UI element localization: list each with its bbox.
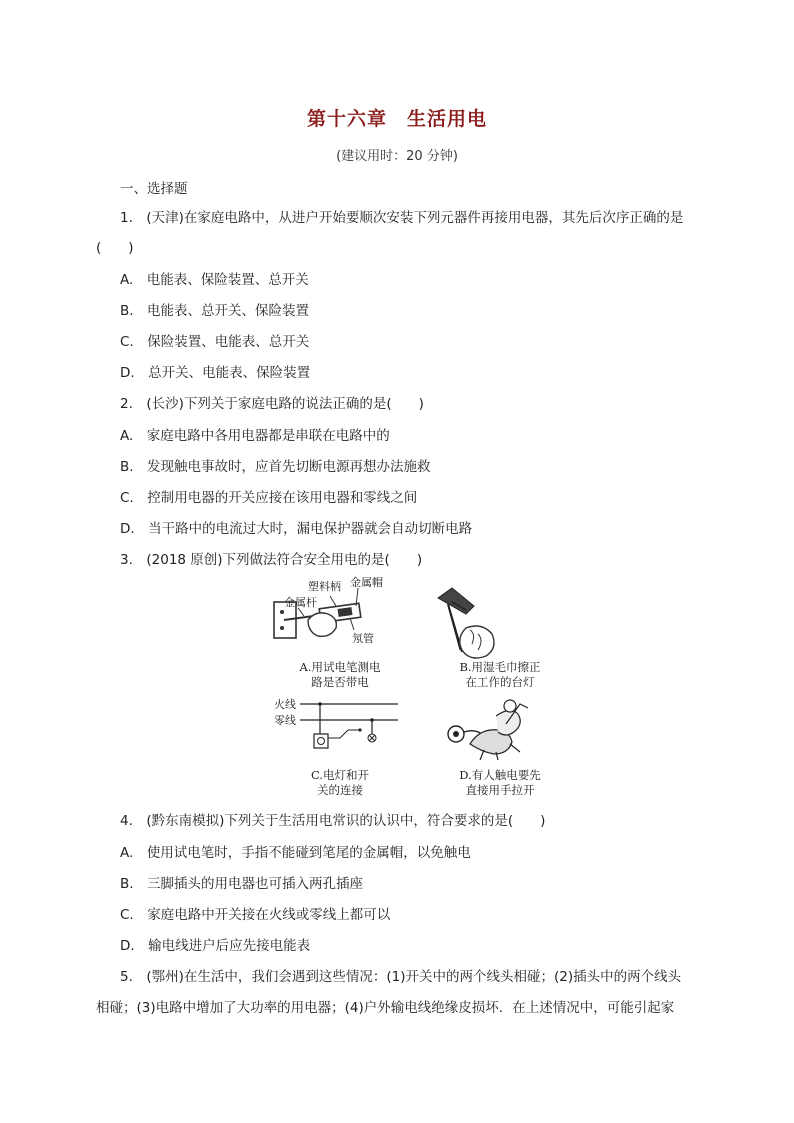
electric-shock-illustration: [448, 700, 528, 760]
caption-b-line2: 在工作的台灯: [465, 675, 535, 689]
q1-option-c: C. 保险装置、电能表、总开关: [120, 334, 310, 350]
desk-lamp-illustration: [438, 588, 494, 658]
q2-option-c: C. 控制用电器的开关应接在该用电器和零线之间: [120, 490, 418, 506]
q2-option-d: D. 当干路中的电流过大时，漏电保护器就会自动切断电路: [120, 521, 473, 537]
q1-stem: 1. (天津)在家庭电路中，从进户开始要顺次安装下列元器件再接用电器，其先后次序正确的是: [120, 210, 684, 226]
suggested-time: (建议用时：20 分钟): [336, 149, 458, 164]
q4-stem: 4. (黔东南模拟)下列关于生活用电常识的认识中，符合要求的是( ): [120, 813, 546, 829]
caption-d-line2: 直接用手拉开: [465, 783, 535, 797]
caption-a: [280, 660, 400, 690]
caption-a-line1: A.用试电笔测电: [299, 660, 381, 674]
section-heading: 一、选择题: [120, 181, 188, 197]
plastic-handle-label: 塑料柄: [308, 580, 341, 593]
caption-d-line1: D.有人触电要先: [459, 768, 541, 782]
metal-cap-label: 金属帽: [350, 576, 383, 589]
test-pen-illustration: [274, 575, 383, 645]
metal-rod-label: 金属杆: [284, 596, 317, 609]
caption-d: [440, 768, 560, 798]
live-wire-label: 火线: [274, 698, 296, 711]
chapter-title: 第十六章 生活用电: [306, 108, 487, 130]
q5-stem-line1: 5. (鄂州)在生活中，我们会遇到这些情况：(1)开关中的两个线头相碰；(2)插头中的两个线头: [120, 969, 682, 985]
q5-stem-line2: 相碰；(3)电路中增加了大功率的用电器；(4)户外输电线绝缘皮损坏．在上述情况中，可能引起家: [96, 1000, 675, 1016]
neon-tube-label: 氖管: [352, 632, 374, 645]
caption-c-line1: C.电灯和开: [310, 768, 370, 782]
q4-option-b: B. 三脚插头的用电器也可插入两孔插座: [120, 876, 364, 892]
q3-figure: [270, 574, 560, 802]
wiring-diagram: [274, 697, 398, 748]
q1-option-a: A. 电能表、保险装置、总开关: [120, 272, 309, 288]
q4-option-a: A. 使用试电笔时，手指不能碰到笔尾的金属帽，以免触电: [120, 845, 471, 861]
q4-option-d: D. 输电线进户后应先接电能表: [120, 938, 311, 954]
q1-answer-blank: ( ): [96, 240, 134, 256]
caption-b-line1: B.用湿毛巾擦正: [459, 660, 541, 674]
q2-option-b: B. 发现触电事故时，应首先切断电源再想办法施救: [120, 459, 431, 475]
caption-b: [440, 660, 560, 690]
q1-option-b: B. 电能表、总开关、保险装置: [120, 303, 310, 319]
q3-stem: 3. (2018 原创)下列做法符合安全用电的是( ): [120, 552, 423, 568]
q1-option-d: D. 总开关、电能表、保险装置: [120, 365, 311, 381]
caption-a-line2: 路是否带电: [311, 675, 369, 689]
neutral-wire-label: 零线: [274, 714, 296, 727]
q2-option-a: A. 家庭电路中各用电器都是串联在电路中的: [120, 428, 390, 444]
q2-stem: 2. (长沙)下列关于家庭电路的说法正确的是( ): [120, 396, 424, 412]
caption-c-line2: 关的连接: [317, 783, 363, 797]
caption-c: [280, 768, 400, 798]
q4-option-c: C. 家庭电路中开关接在火线或零线上都可以: [120, 907, 391, 923]
